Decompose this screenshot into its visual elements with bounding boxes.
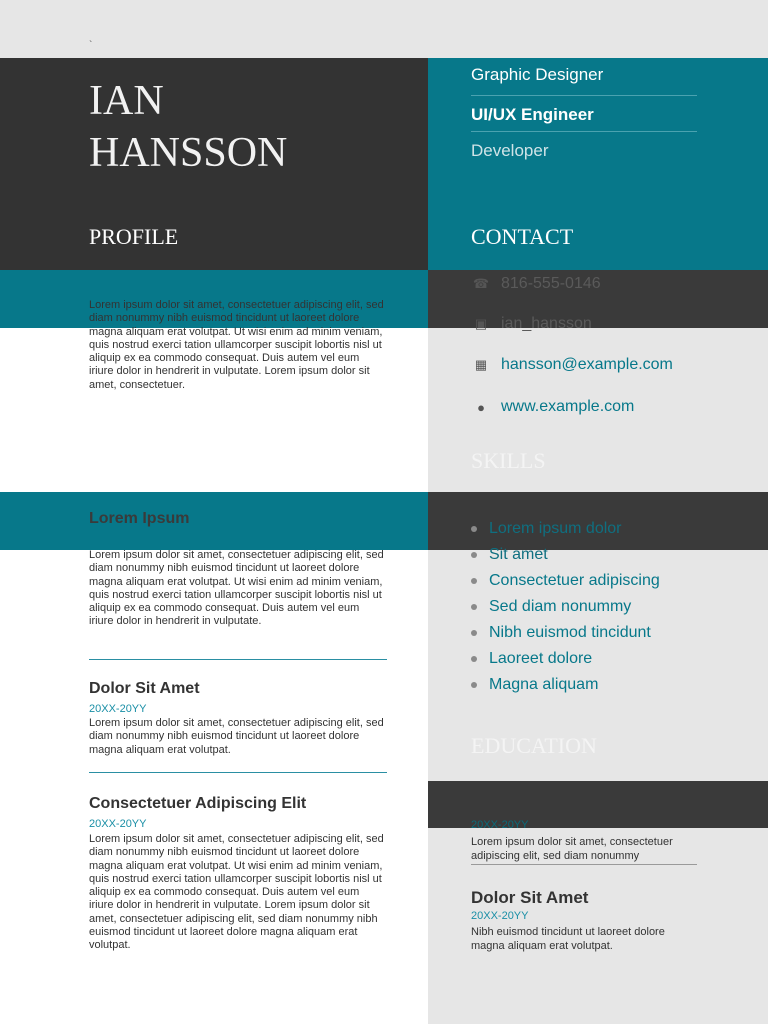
contact-email[interactable]	[471, 354, 673, 376]
skill-item	[471, 516, 660, 542]
email-link[interactable]: hansson@example.com	[501, 356, 673, 373]
chat-icon: ▣	[474, 316, 488, 331]
phone-number: 816-555-0146	[501, 275, 601, 292]
skill-label: Lorem ipsum dolor	[489, 520, 622, 537]
job-title: Consectetuer Adipiscing Elit	[89, 795, 307, 812]
website-link[interactable]: www.example.com	[501, 398, 635, 415]
skill-item	[471, 672, 660, 698]
email-icon: ▦	[474, 357, 488, 372]
last-name: HANSSON	[89, 130, 288, 176]
profile-text: Lorem ipsum dolor sit amet, consectetuer adipiscing elit, sed diam nonummy nibh euismod tincidunt ut laoreet dolore magna aliquam erat volutpat. Ut wisi enim ad minim veniam, quis nostrud exerci tation ullamcorper suscipit lobortis nisl ut aliquip ex ea commodo consequat. Duis autem vel eum iriure dolor in hendrerit in vulputate. Lorem ipsum dolor sit amet, consectetuer.	[89, 299, 384, 391]
teal-band-left-lower	[0, 492, 428, 550]
section-divider	[89, 659, 387, 660]
phone-icon: ☎	[472, 276, 490, 291]
education-description: Lorem ipsum dolor sit amet, consectetuer adipiscing elit, sed diam nonummy	[471, 836, 673, 862]
tick-mark: `	[89, 40, 93, 51]
role-divider	[471, 95, 697, 96]
experience-heading: Lorem Ipsum	[89, 510, 190, 527]
skill-label: Sit amet	[489, 546, 548, 563]
role-uiux-engineer: UI/UX Engineer	[471, 105, 594, 124]
bullet-icon	[471, 578, 477, 584]
section-divider	[89, 772, 387, 773]
bullet-icon	[471, 656, 477, 662]
job-description: Lorem ipsum dolor sit amet, consectetuer adipiscing elit, sed diam nonummy nibh euismod tincidunt ut laoreet dolore magna aliquam erat volutpat. Ut wisi enim ad minim veniam, quis nostrud exerci tation ullamcorper suscipit lobortis nisl ut aliquip ex ea commodo consequat. Duis autem vel eum iriure dolor in hendrerit in vulputate. Lorem ipsum dolor sit amet, consectetuer adipiscing elit, sed diam nonummy nibh euismod tincidunt ut laoreet dolore magna aliquam erat volutpat.	[89, 833, 384, 952]
skill-label: Sed diam nonummy	[489, 598, 632, 615]
education-date: 20XX-20YY	[471, 819, 529, 831]
skill-label: Magna aliquam	[489, 676, 599, 693]
job-description: Lorem ipsum dolor sit amet, consectetuer adipiscing elit, sed diam nonummy nibh euismod tincidunt ut laoreet dolore magna aliquam erat volutpat.	[89, 717, 384, 756]
education-title: Dolor Sit Amet	[471, 888, 589, 907]
profile-heading: PROFILE	[89, 224, 179, 249]
skill-label: Laoreet dolore	[489, 650, 593, 667]
bullet-icon	[471, 552, 477, 558]
handle-text: ian_hansson	[501, 315, 592, 332]
job-date: 20XX-20YY	[89, 818, 147, 830]
skill-item	[471, 620, 660, 646]
skill-item	[471, 568, 660, 594]
bullet-icon	[471, 682, 477, 688]
globe-icon: ●	[477, 399, 485, 415]
skill-item	[471, 542, 660, 568]
contact-website[interactable]	[471, 396, 634, 418]
skills-heading: SKILLS	[471, 448, 546, 473]
bullet-icon	[471, 526, 477, 532]
first-name: IAN	[89, 78, 164, 124]
skills-list	[471, 516, 660, 698]
contact-handle	[471, 313, 592, 335]
skill-item	[471, 594, 660, 620]
job-date: 20XX-20YY	[89, 703, 147, 715]
experience-text: Lorem ipsum dolor sit amet, consectetuer adipiscing elit, sed diam nonummy nibh euismod tincidunt ut laoreet dolore magna aliquam erat volutpat. Ut wisi enim ad minim veniam, quis nostrud exerci tation ullamcorper suscipit lobortis nisl ut aliquip ex ea commodo consequat. Duis autem vel eum iriure dolor in hendrerit in vulputate.	[89, 549, 384, 628]
education-date: 20XX-20YY	[471, 910, 529, 922]
skill-label: Consectetuer adipiscing	[489, 572, 660, 589]
education-description: Nibh euismod tincidunt ut laoreet dolore magna aliquam erat volutpat.	[471, 926, 665, 952]
role-graphic-designer: Graphic Designer	[471, 65, 604, 84]
bullet-icon	[471, 604, 477, 610]
contact-phone	[471, 273, 601, 295]
contact-heading: CONTACT	[471, 224, 574, 249]
skill-item	[471, 646, 660, 672]
bullet-icon	[471, 630, 477, 636]
role-divider	[471, 131, 697, 132]
skill-label: Nibh euismod tincidunt	[489, 624, 651, 641]
education-heading: EDUCATION	[471, 733, 597, 758]
education-divider	[471, 864, 697, 865]
role-developer: Developer	[471, 141, 549, 160]
job-title: Dolor Sit Amet	[89, 680, 200, 697]
